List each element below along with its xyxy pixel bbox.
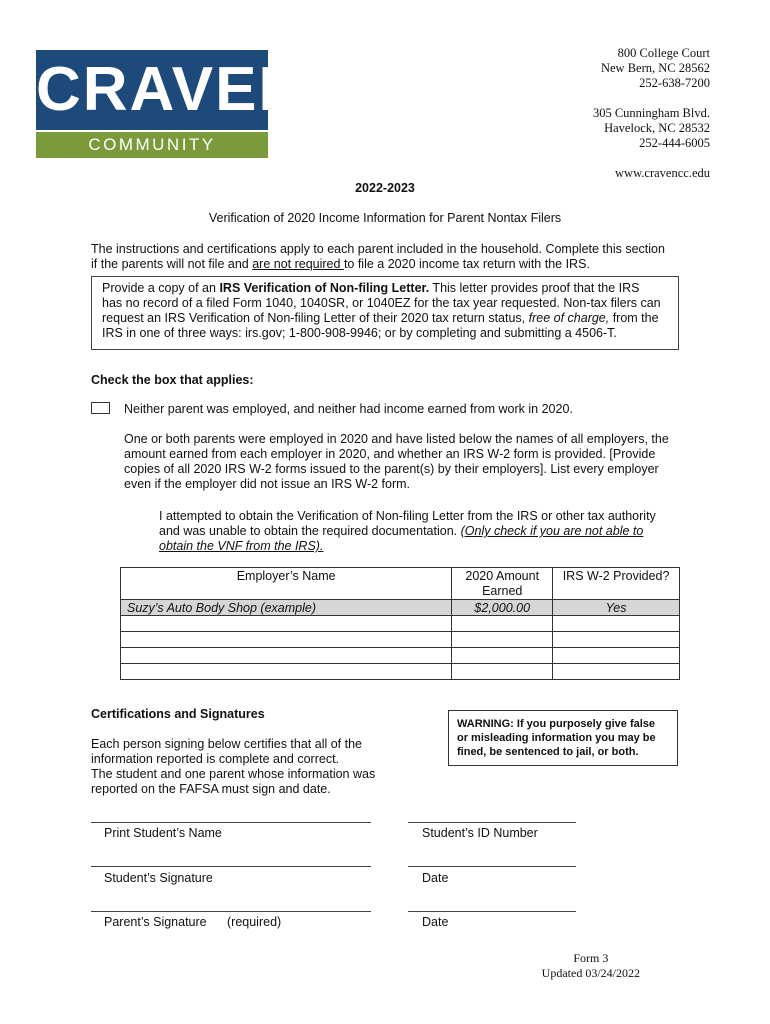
example-amount: $2,000.00 — [452, 600, 553, 616]
table-row — [121, 632, 680, 648]
required-note: (required) — [227, 915, 282, 929]
student-id-line[interactable] — [408, 822, 576, 823]
address-havelock: 305 Cunningham Blvd. Havelock, NC 28532 252-444-6005 — [592, 106, 710, 150]
table-header-row — [121, 568, 680, 600]
college-logo-subtitle: COMMUNITY COLLEGE — [36, 132, 268, 158]
warning-box: WARNING: If you purposely give false or misleading information you may be fined, be sentenced to jail, or both. — [448, 710, 678, 766]
intro-paragraph: The instructions and certifications apply to each parent included in the household. Complete this section if the parents will not file and are not required to file a 2020 income tax return with the IRS. — [91, 242, 665, 271]
academic-year: 2022-2023 — [355, 181, 415, 195]
header-employer-name: Employer’s Name — [121, 568, 452, 600]
table-row — [121, 648, 680, 664]
table-row-example — [121, 600, 680, 616]
header-w2-provided: IRS W-2 Provided? — [553, 568, 680, 600]
date-label-2: Date — [422, 915, 449, 929]
notice-text: Provide a copy of an IRS Verification of Non-filing Letter. This letter provides proof that the IRS has no record of a filed Form 1040, 1040SR, or 1040EZ for the tax year requested. Non-tax filers can request an IRS Verification of Non-filing Letter of their 2020 tax return status, free of charge, from the IRS in one of three ways: irs.gov; 1-800-908-9946; or by completing and submitting a 4506-T. — [102, 281, 661, 340]
student-id-label: Student’s ID Number — [422, 826, 538, 840]
student-signature-label: Student’s Signature — [104, 871, 213, 885]
date-label-1: Date — [422, 871, 449, 885]
example-employer: Suzy’s Auto Body Shop (example) — [121, 600, 452, 616]
option-neither-employed: Neither parent was employed, and neither had income earned from work in 2020. — [124, 402, 573, 416]
employer-cell[interactable] — [121, 616, 452, 632]
date-line-2[interactable] — [408, 911, 576, 912]
certifications-heading: Certifications and Signatures — [91, 707, 265, 721]
amount-cell[interactable] — [452, 648, 553, 664]
form-footer: Form 3 Updated 03/24/2022 — [541, 951, 640, 980]
option-unable-to-obtain: I attempted to obtain the Verification of Non-filing Letter from the IRS or other tax authority and was unable to obtain the required documentation. (Only check if you are not able to obtain the VNF from the IRS). — [159, 509, 656, 553]
student-signature-line[interactable] — [91, 866, 371, 867]
parent-signature-label: Parent’s Signature — [104, 915, 207, 929]
w2-cell[interactable] — [553, 616, 680, 632]
website-link[interactable]: www.cravencc.edu — [615, 166, 710, 180]
print-name-label: Print Student’s Name — [104, 826, 222, 840]
example-w2: Yes — [553, 600, 680, 616]
employer-cell[interactable] — [121, 632, 452, 648]
certification-text: Each person signing below certifies that all of the information reported is complete and correct. The student and one parent whose information was reported on the FAFSA must sign and date. — [91, 737, 376, 796]
option-employed: One or both parents were employed in 2020 and have listed below the names of all employers, the amount earned from each employer in 2020, and whether an IRS W-2 form is provided. [Provide copies of all 2020 IRS W-2 forms issued to the parent(s) by their employers]. List every employer even if the employer did not issue an IRS W-2 form. — [124, 432, 669, 491]
table-row — [121, 664, 680, 680]
neither-employed-checkbox[interactable] — [91, 402, 110, 414]
header-amount-earned: 2020 Amount Earned — [452, 568, 553, 600]
form-title: Verification of 2020 Income Information for Parent Nontax Filers — [208, 211, 562, 225]
employer-cell[interactable] — [121, 648, 452, 664]
amount-cell[interactable] — [452, 616, 553, 632]
amount-cell[interactable] — [452, 664, 553, 680]
amount-cell[interactable] — [452, 632, 553, 648]
college-logo-wordmark: CRAVEN — [36, 50, 268, 130]
date-line-1[interactable] — [408, 866, 576, 867]
w2-cell[interactable] — [553, 664, 680, 680]
table-row — [121, 616, 680, 632]
check-box-heading: Check the box that applies: — [91, 373, 254, 387]
w2-cell[interactable] — [553, 632, 680, 648]
employer-cell[interactable] — [121, 664, 452, 680]
print-name-line[interactable] — [91, 822, 371, 823]
w2-cell[interactable] — [553, 648, 680, 664]
parent-signature-line[interactable] — [91, 911, 371, 912]
employer-table — [120, 567, 680, 680]
address-new-bern: 800 College Court New Bern, NC 28562 252-638-7200 — [600, 46, 710, 90]
